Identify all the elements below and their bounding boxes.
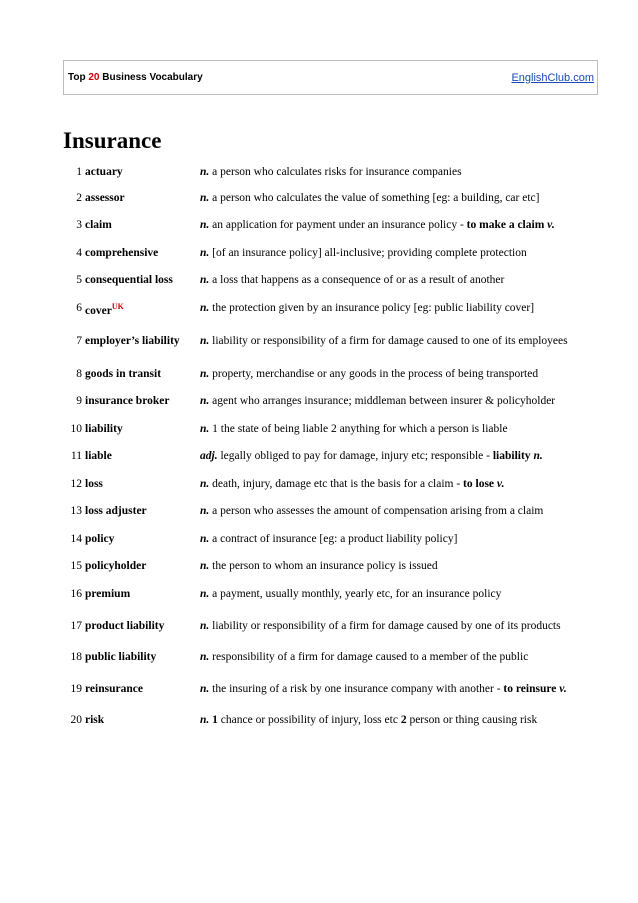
table-row [63, 525, 605, 553]
site-link[interactable]: EnglishClub.com [511, 72, 594, 84]
table-row [63, 644, 605, 671]
entry-number: 17 [70, 619, 82, 632]
part-of-speech: n. [200, 713, 210, 726]
part-of-speech: n. [200, 367, 210, 380]
entry-definition: n. responsibility of a firm for damage caused to a member of the public [200, 651, 529, 663]
entry-number: 20 [70, 713, 82, 726]
entry-word: cover$^{UK}$ [85, 301, 124, 317]
entry-word: policyholder [85, 560, 147, 572]
table-row [63, 239, 605, 267]
entry-word: liability [85, 422, 123, 435]
entry-number: 8 [76, 367, 82, 380]
table-row [63, 608, 605, 644]
part-of-speech: adj. [200, 450, 218, 462]
entry-number: 7 [76, 335, 82, 347]
table-row [63, 443, 605, 470]
part-of-speech: n. [200, 587, 210, 600]
header-title: Top 20 Business Vocabulary [68, 72, 203, 83]
table-row [63, 360, 605, 388]
entry-definition: n. a loss that happens as a consequence of or as a result of another [200, 274, 505, 286]
entry-definition: n. a payment, usually monthly, yearly etc, for an insurance policy [200, 587, 502, 600]
entry-number: 14 [70, 532, 82, 545]
part-of-speech: n. [200, 191, 210, 204]
entry-number: 19 [70, 682, 82, 695]
entry-definition: n. an application for payment under an insurance policy - to make a claim v. [200, 219, 555, 231]
entry-word: loss [85, 477, 103, 490]
entry-number: 12 [70, 477, 82, 490]
table-row [63, 212, 605, 239]
part-of-speech: n. [200, 682, 210, 695]
table-row [63, 498, 605, 525]
entry-word: reinsurance [85, 682, 143, 695]
part-of-speech: n. [200, 560, 210, 572]
entry-number: 11 [70, 450, 82, 462]
part-of-speech: n. [200, 219, 210, 231]
entry-word: loss adjuster [85, 505, 147, 517]
part-of-speech: n. [200, 302, 210, 314]
entry-definition: adj. legally obliged to pay for damage, injury etc; responsible - liability n. [200, 450, 543, 462]
entry-number: 2 [76, 191, 82, 204]
entry-definition: n. liability or responsibility of a firm for damage caused to one of its employees [200, 335, 568, 347]
entry-definition: n. death, injury, damage etc that is the basis for a claim - to lose v. [200, 477, 505, 490]
entry-word: liable [85, 450, 112, 462]
entry-word: employer’s liability [85, 335, 180, 347]
part-of-speech: n. [200, 335, 210, 347]
table-row [63, 267, 605, 294]
table-row [63, 294, 605, 323]
part-of-speech: n. [200, 422, 210, 435]
entry-definition: n. [of an insurance policy] all-inclusive; providing complete protection [200, 246, 527, 259]
table-row [63, 388, 605, 415]
region-marker: UK [111, 301, 124, 311]
entry-number: 5 [76, 274, 82, 286]
table-row [63, 553, 605, 580]
part-of-speech: n. [200, 165, 210, 178]
entry-definition: n. 1 the state of being liable 2 anything for which a person is liable [200, 422, 508, 435]
entry-definition: n. 1 chance or possibility of injury, loss etc 2 person or thing causing risk [200, 713, 538, 726]
entry-number: 4 [76, 246, 82, 259]
page-title: Insurance [63, 128, 162, 153]
entry-definition: n. a person who assesses the amount of compensation arising from a claim [200, 505, 544, 517]
entry-number: 13 [70, 505, 82, 517]
part-of-speech: n. [200, 274, 210, 286]
page-header [63, 60, 598, 95]
entry-word: goods in transit [85, 367, 162, 380]
entry-number: 3 [76, 219, 82, 231]
entry-definition: n. a person who calculates risks for insurance companies [200, 165, 462, 178]
entry-definition: n. liability or responsibility of a firm for damage caused by one of its products [200, 619, 561, 632]
entry-number: 15 [70, 560, 82, 572]
table-row [63, 470, 605, 498]
entry-word: comprehensive [85, 246, 159, 259]
entry-definition: n. the protection given by an insurance policy [eg: public liability cover] [200, 302, 535, 314]
entry-number: 16 [70, 587, 82, 600]
entry-definition: n. the person to whom an insurance policy is issued [200, 560, 438, 572]
entry-definition: n. agent who arranges insurance; middleman between insurer & policyholder [200, 395, 556, 407]
part-of-speech: n. [200, 395, 210, 407]
entry-definition: n. a contract of insurance [eg: a product liability policy] [200, 532, 458, 545]
entry-word: insurance broker [85, 395, 170, 407]
part-of-speech: n. [200, 619, 210, 632]
table-row [63, 707, 605, 733]
part-of-speech: n. [200, 246, 210, 259]
entry-definition: n. property, merchandise or any goods in the process of being transported [200, 367, 539, 380]
entry-word: policy [85, 532, 115, 545]
entry-word: product liability [85, 619, 165, 632]
table-row [63, 160, 605, 184]
part-of-speech: n. [200, 532, 210, 545]
entry-number: 9 [76, 395, 82, 407]
part-of-speech: n. [200, 505, 210, 517]
entry-number: 6 [76, 302, 82, 314]
entry-word: actuary [85, 165, 123, 178]
entry-word: claim [85, 219, 112, 231]
entry-definition: n. a person who calculates the value of something [eg: a building, car etc] [200, 191, 540, 204]
entry-definition: n. the insuring of a risk by one insurance company with another - to reinsure v. [200, 682, 567, 695]
vocabulary-table [63, 160, 605, 733]
table-row [63, 184, 605, 212]
entry-word: consequential loss [85, 274, 173, 286]
entry-number: 1 [76, 165, 82, 178]
entry-word: public liability [85, 651, 157, 663]
part-of-speech: n. [200, 651, 210, 663]
entry-number: 18 [70, 651, 82, 663]
table-row [63, 415, 605, 443]
table-row [63, 671, 605, 707]
entry-number: 10 [70, 422, 82, 435]
entry-word: risk [85, 713, 105, 726]
table-row [63, 323, 605, 360]
part-of-speech: n. [200, 477, 210, 490]
entry-word: assessor [85, 191, 125, 204]
entry-word: premium [85, 587, 131, 600]
table-row [63, 580, 605, 608]
